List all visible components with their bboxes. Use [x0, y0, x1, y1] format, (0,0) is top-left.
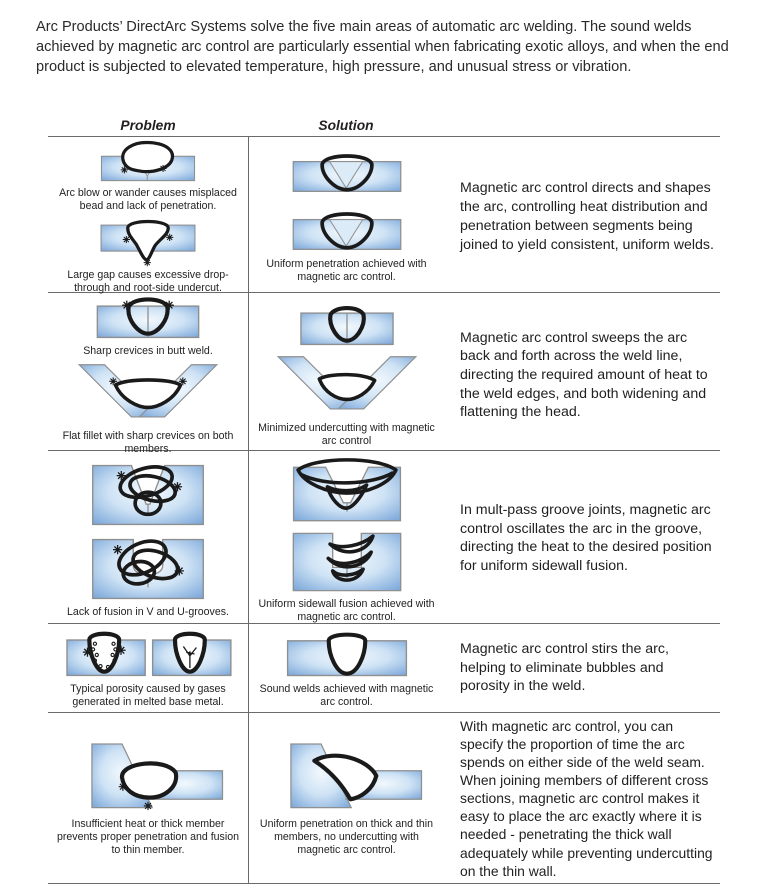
diagram-sharp-crevices-butt-weld — [78, 295, 218, 343]
table-row — [48, 450, 720, 623]
problem-caption: Sharp crevices in butt weld. — [83, 345, 213, 357]
solution-caption: Minimized undercutting with magnetic arc control — [258, 422, 435, 448]
diagram-porosity-welds — [58, 627, 238, 681]
problem-column-header: Problem — [120, 118, 176, 133]
row-description: With magnetic arc control, you can specify the proportion of time the arc spends on either side of the weld seam. When joining members of different cross sections, magnetic arc control makes it easy to place the arc exactly where it is needed - penetrating the thick wall adequately while preventing undercutting on the thin wall. — [460, 718, 713, 879]
diagram-flat-fillet-crevices — [68, 360, 228, 428]
diagram-uniform-penetration-thick-thin — [262, 739, 432, 816]
diagram-lack-of-fusion-v-groove — [78, 458, 218, 532]
table-header-row — [48, 106, 720, 136]
row-description: Magnetic arc control directs and shapes the arc, controlling heat distribution and penetration between segments being joined to yield consistent, uniform welds. — [460, 180, 714, 253]
table-row — [48, 623, 720, 712]
problem-caption: Large gap causes excessive drop-through and root-side undercut. — [67, 268, 229, 294]
table-row — [48, 136, 720, 292]
solution-caption: Uniform penetration on thick and thin members, no undercutting with magnetic arc control. — [259, 818, 434, 857]
problem-solution-table — [48, 106, 720, 884]
problem-caption: Arc blow or wander causes misplaced bead and lack of penetration. — [59, 187, 237, 212]
row-description: Magnetic arc control sweeps the arc back and forth across the weld line, directing the required amount of heat to the weld edges, and both widening and flattening the head. — [460, 329, 708, 421]
table-row — [48, 292, 720, 455]
problem-caption: Typical porosity caused by gases generated in melted base metal. — [70, 683, 226, 708]
diagram-drop-through — [85, 215, 211, 267]
diagram-uniform-penetration-1 — [280, 150, 414, 198]
diagram-arc-blow-misplaced-bead — [90, 139, 206, 185]
solution-cell — [248, 137, 444, 297]
diagram-lack-of-fusion-u-groove — [78, 534, 218, 604]
diagram-clean-butt-weld — [277, 302, 417, 350]
row-description: Magnetic arc control stirs the arc, helping to eliminate bubbles and porosity in the weld. — [460, 640, 669, 695]
solution-caption: Sound welds achieved with magnetic arc control. — [259, 682, 434, 708]
solution-cell — [248, 451, 444, 626]
problem-cell — [48, 713, 248, 884]
intro-paragraph: Arc Products’ DirectArc Systems solve the five main areas of automatic arc welding. The sound welds achieved by magnetic arc control are particularly essential when fabricating exotic alloys, and when the end product is subjected to elevated temperature, high pressure, and unusual stress or vibration. — [36, 19, 729, 75]
problem-cell — [48, 624, 248, 712]
problem-caption: Insufficient heat or thick member prevents proper penetration and fusion to thin member. — [57, 818, 239, 857]
problem-cell — [48, 293, 248, 458]
row-description: In mult-pass groove joints, magnetic arc control oscillates the arc in the groove, directing the heat to the desired position for uniform sidewall fusion. — [460, 501, 712, 575]
table-row — [48, 712, 720, 883]
problem-cell — [48, 137, 248, 297]
problem-caption: Lack of fusion in V and U-grooves. — [67, 605, 229, 618]
solution-cell — [248, 713, 444, 884]
diagram-uniform-penetration-2 — [280, 208, 414, 256]
diagram-sound-weld — [277, 628, 417, 681]
diagram-uniform-sidewall-v-groove — [279, 453, 415, 526]
solution-caption: Uniform penetration achieved with magnetic arc control. — [266, 257, 427, 283]
solution-caption: Uniform sidewall fusion achieved with magnetic arc control. — [258, 598, 435, 623]
problem-cell — [48, 451, 248, 626]
solution-column-header: Solution — [318, 118, 374, 133]
diagram-insufficient-heat-joint — [63, 739, 233, 816]
solution-cell — [248, 624, 444, 712]
diagram-uniform-sidewall-u-groove — [279, 528, 415, 596]
solution-cell — [248, 293, 444, 458]
problem-caption: Flat fillet with sharp crevices on both members. — [62, 429, 234, 455]
diagram-minimized-undercutting-fillet — [267, 352, 427, 420]
